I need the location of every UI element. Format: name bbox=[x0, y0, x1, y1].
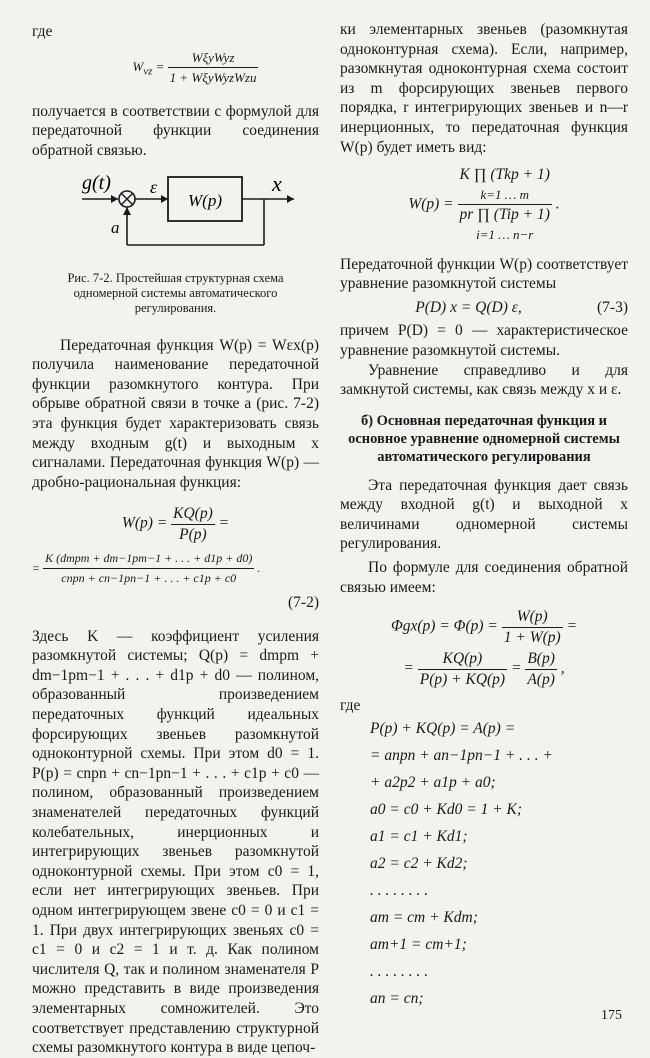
formula-product: W(p) = K ∏ (Tkp + 1) k=1 … m pr ∏ (Tip + 1) i=1 … n−r . bbox=[408, 166, 560, 242]
formula-phi: Φgx(p) = Φ(p) = $\frac{W(p)}{1 + W(p)}$ = bbox=[390, 608, 578, 646]
equation-line: P(p) + KQ(p) = A(p) = bbox=[370, 720, 516, 738]
equation-line: a2 = c2 + Kd2; bbox=[370, 855, 468, 873]
formula-7-2-line1: W(p) = $\frac{KQ(p)}{P(p)}$ = bbox=[121, 505, 230, 543]
diagram-output-arrow bbox=[287, 195, 294, 203]
equation-line: a0 = c0 + Kd0 = 1 + K; bbox=[370, 801, 523, 819]
formula-7-2-label: (7-2) bbox=[288, 593, 319, 611]
block-diagram bbox=[32, 165, 319, 265]
paragraph-characteristic: причем P(D) = 0 — характеристическое уравнение разомкнутой системы. bbox=[340, 322, 628, 359]
diagram-block-label: W(p) bbox=[188, 190, 222, 210]
equation-line: + a2p2 + a1p + a0; bbox=[370, 774, 496, 792]
equation-line: an = cn; bbox=[370, 990, 424, 1008]
paragraph-main-function: Эта передаточная функция дает связь между входной g(t) и выходной x величинами одномерной системы регулирования. bbox=[340, 476, 628, 553]
paragraph-closed-system: Уравнение справедливо и для замкнутой системы, как связь между x и ε. bbox=[340, 361, 628, 399]
figure-caption: Рис. 7-2. Простейшая структурная схема одномерной системы автоматического регулирования. bbox=[67, 270, 284, 315]
equation-line: a1 = c1 + Kd1; bbox=[370, 828, 468, 846]
left-column bbox=[32, 0, 319, 1058]
diagram-output-label: x bbox=[272, 170, 282, 196]
diagram-feedback-label: a bbox=[111, 217, 120, 237]
paragraph-feedback: получается в соответствии с формулой для передаточной функции соединения обратной связью. bbox=[32, 102, 319, 159]
formula-7-3: P(D) x = Q(D) ε, (7-3) bbox=[415, 298, 628, 316]
paragraph-open-loop: Передаточная функция W(p) = Wεx(p) получила наименование передаточной функции разомкнутого контура. При обрыве обратной связи в точке a (рис. 7-2) эта функция будет характеризовать связь между входным g(t) и выходным x сигналами. Передаточная функция W(p) — дробно-рациональная функция: bbox=[32, 336, 319, 491]
paragraph-elementary-links: ки элементарных звеньев (разомкнутая одноконтурная схема). Если, например, разомкнутая одноконтурная схема состоит из m форсирующих звеньев первого порядка, r интегрирующих звеньев и n—r инерционных, то передаточная функция W(p) будет иметь вид: bbox=[340, 21, 628, 156]
text-where-2: где bbox=[340, 696, 361, 714]
diagram-input-label: g(t) bbox=[82, 171, 111, 194]
paragraph-equation-intro: Передаточной функции W(p) соответствует уравнение разомкнутой системы bbox=[340, 255, 628, 293]
formula-phi-line2: = $\frac{KQ(p)}{P(p) + KQ(p)}$ = $\frac{B(p)}{A(p)}$ , bbox=[403, 650, 565, 689]
paragraph-coefficients: Здесь K — коэффициент усиления разомкнутой системы; Q(p) = dmpm + dm−1pm−1 + . . . + d1p + d0 — полином, образованный произведением передаточных функций идеальных форсирующих звеньев разомкнутой одноконтурной схемы. При этом d0 = 1. P(p) = cnpn + cn−1pn−1 + . . . + c1p + c0 — полином, образованный произведением знаменателей передаточных функций колебательных, инерционных и интегрирующих звеньев разомкнутой одноконтурной схемы. При этом c0 = 1, если нет интегрирующих звеньев. При одном интегрирующем звене c0 = 0 и c1 = 1. При двух интегрирующих звеньях c0 = c1 = 0 и c2 = 1 и т. д. Как полином числителя Q, так и полином знаменателя P можно представить в виде произведения элементарных сомножителей. Это соответствует представлению структурной схемы разомкнутого контура в виде цепоч- bbox=[32, 627, 319, 1057]
diagram-input-arrow bbox=[111, 195, 118, 203]
coefficient-equations bbox=[370, 715, 628, 1012]
equation-line: am = cm + Kdm; bbox=[370, 909, 478, 927]
page-number: 175 bbox=[601, 1008, 622, 1023]
paragraph-formula-intro: По формуле для соединения обратной связью имеем: bbox=[340, 559, 628, 596]
section-heading: б) Основная передаточная функция и основное уравнение одномерной системы автоматического регулирования bbox=[348, 412, 620, 465]
equation-line: = anpn + an−1pn−1 + . . . + bbox=[370, 747, 553, 765]
equation-line: . . . . . . . . bbox=[370, 963, 429, 981]
text-where: где bbox=[32, 23, 53, 40]
diagram-feedback-arrow bbox=[123, 207, 131, 215]
equation-line: am+1 = cm+1; bbox=[370, 936, 467, 954]
diagram-error-label: ε bbox=[150, 176, 158, 197]
formula-wvz: $W_{vz}$ = $\frac{\text{WξyWyz}}{\text{1 + WξyWyzWzu}}$ bbox=[132, 49, 257, 86]
right-column bbox=[340, 0, 628, 1012]
formula-7-2-line2: = $\frac{\text{K (dmpm + dm−1pm−1 + . . . + d1p + d0)}}{\text{cnpn + cn−1pn−1 + . . . + c1p + c0}}$ . bbox=[32, 550, 261, 586]
equation-line: . . . . . . . . bbox=[370, 882, 429, 900]
